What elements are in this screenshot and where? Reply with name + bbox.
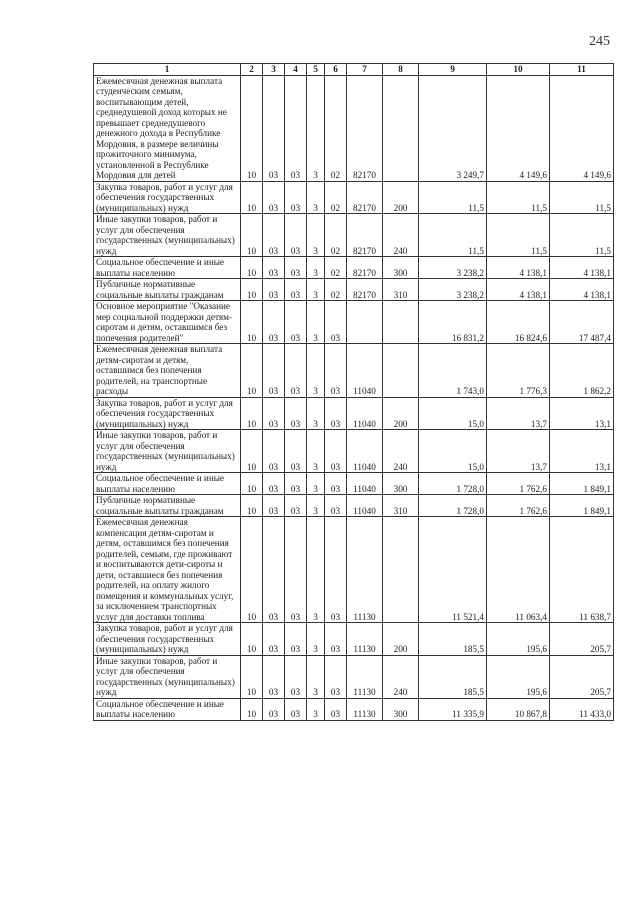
cell-col-7: 11040 <box>347 430 383 473</box>
cell-col-6: 02 <box>325 279 347 301</box>
cell-col-4: 03 <box>285 75 307 181</box>
cell-col-5: 3 <box>307 517 325 623</box>
table-row <box>94 495 614 517</box>
cell-col-11: 17 487,4 <box>550 301 614 344</box>
row-description: Социальное обеспечение и иные выплаты населению <box>94 698 241 720</box>
cell-col-9: 3 238,2 <box>419 257 487 279</box>
cell-col-8: 200 <box>383 181 419 214</box>
cell-col-9: 1 743,0 <box>419 344 487 398</box>
row-description: Иные закупки товаров, работ и услуг для обеспечения государственных (муниципальных) нужд <box>94 655 241 698</box>
cell-col-6: 03 <box>325 397 347 430</box>
cell-col-3: 03 <box>263 623 285 656</box>
cell-col-6: 03 <box>325 301 347 344</box>
col-header-7: 7 <box>347 64 383 76</box>
cell-col-9: 3 249,7 <box>419 75 487 181</box>
cell-col-6: 03 <box>325 698 347 720</box>
cell-col-6: 02 <box>325 214 347 257</box>
cell-col-5: 3 <box>307 655 325 698</box>
cell-col-11: 205,7 <box>550 655 614 698</box>
cell-col-8: 300 <box>383 698 419 720</box>
col-header-11: 11 <box>550 64 614 76</box>
col-header-9: 9 <box>419 64 487 76</box>
cell-col-5: 3 <box>307 495 325 517</box>
cell-col-9: 1 728,0 <box>419 473 487 495</box>
page-number: 245 <box>589 34 610 49</box>
cell-col-8 <box>383 517 419 623</box>
cell-col-3: 03 <box>263 430 285 473</box>
cell-col-4: 03 <box>285 301 307 344</box>
cell-col-11: 13,1 <box>550 430 614 473</box>
cell-col-9: 1 728,0 <box>419 495 487 517</box>
cell-col-11: 1 849,1 <box>550 495 614 517</box>
cell-col-3: 03 <box>263 214 285 257</box>
cell-col-7: 11130 <box>347 655 383 698</box>
cell-col-8: 310 <box>383 495 419 517</box>
cell-col-2: 10 <box>241 279 263 301</box>
table-row <box>94 655 614 698</box>
col-header-2: 2 <box>241 64 263 76</box>
cell-col-2: 10 <box>241 214 263 257</box>
cell-col-3: 03 <box>263 517 285 623</box>
col-header-4: 4 <box>285 64 307 76</box>
table-row <box>94 279 614 301</box>
cell-col-6: 03 <box>325 430 347 473</box>
header-row <box>94 64 614 76</box>
cell-col-3: 03 <box>263 473 285 495</box>
cell-col-11: 4 138,1 <box>550 279 614 301</box>
cell-col-6: 03 <box>325 344 347 398</box>
cell-col-9: 15,0 <box>419 397 487 430</box>
table-row <box>94 214 614 257</box>
cell-col-10: 4 149,6 <box>487 75 550 181</box>
cell-col-9: 11,5 <box>419 214 487 257</box>
cell-col-4: 03 <box>285 279 307 301</box>
cell-col-5: 3 <box>307 181 325 214</box>
col-header-3: 3 <box>263 64 285 76</box>
cell-col-8 <box>383 344 419 398</box>
cell-col-4: 03 <box>285 430 307 473</box>
cell-col-5: 3 <box>307 279 325 301</box>
row-description: Закупка товаров, работ и услуг для обеспечения государственных (муниципальных) нужд <box>94 623 241 656</box>
cell-col-4: 03 <box>285 344 307 398</box>
cell-col-2: 10 <box>241 430 263 473</box>
cell-col-9: 185,5 <box>419 623 487 656</box>
cell-col-9: 11 335,9 <box>419 698 487 720</box>
row-description: Ежемесячная денежная компенсация детям-сиротам и детям, оставшимся без попечения родителей, семьям, где проживают и воспитываются дети-сироты и дети, оставшиеся без попечения родителей, на оплату жилого помещения и коммунальных услуг, за исключением транспортных услуг для доставки топлива <box>94 517 241 623</box>
cell-col-11: 11 433,0 <box>550 698 614 720</box>
budget-table <box>93 63 614 721</box>
cell-col-6: 03 <box>325 495 347 517</box>
cell-col-7: 11130 <box>347 623 383 656</box>
cell-col-11: 1 849,1 <box>550 473 614 495</box>
col-header-10: 10 <box>487 64 550 76</box>
cell-col-2: 10 <box>241 397 263 430</box>
cell-col-8: 200 <box>383 397 419 430</box>
table-row <box>94 181 614 214</box>
cell-col-8: 300 <box>383 473 419 495</box>
row-description: Социальное обеспечение и иные выплаты населению <box>94 257 241 279</box>
cell-col-7: 82170 <box>347 214 383 257</box>
row-description: Закупка товаров, работ и услуг для обеспечения государственных (муниципальных) нужд <box>94 181 241 214</box>
cell-col-10: 195,6 <box>487 623 550 656</box>
cell-col-7: 82170 <box>347 181 383 214</box>
cell-col-4: 03 <box>285 698 307 720</box>
cell-col-10: 1 776,3 <box>487 344 550 398</box>
table-row <box>94 344 614 398</box>
cell-col-10: 4 138,1 <box>487 257 550 279</box>
cell-col-10: 11,5 <box>487 181 550 214</box>
cell-col-4: 03 <box>285 473 307 495</box>
cell-col-3: 03 <box>263 495 285 517</box>
cell-col-8: 310 <box>383 279 419 301</box>
cell-col-5: 3 <box>307 430 325 473</box>
cell-col-11: 11,5 <box>550 181 614 214</box>
table-row <box>94 257 614 279</box>
cell-col-2: 10 <box>241 473 263 495</box>
cell-col-7: 11040 <box>347 344 383 398</box>
table-row <box>94 397 614 430</box>
cell-col-10: 10 867,8 <box>487 698 550 720</box>
cell-col-4: 03 <box>285 181 307 214</box>
cell-col-8: 240 <box>383 214 419 257</box>
table-row <box>94 473 614 495</box>
cell-col-3: 03 <box>263 301 285 344</box>
cell-col-7: 82170 <box>347 257 383 279</box>
cell-col-6: 02 <box>325 181 347 214</box>
cell-col-8 <box>383 75 419 181</box>
cell-col-5: 3 <box>307 257 325 279</box>
row-description: Основное мероприятие "Оказание мер социальной поддержки детям-сиротам и детям, оставшимся без попечения родителей" <box>94 301 241 344</box>
cell-col-3: 03 <box>263 655 285 698</box>
row-description: Иные закупки товаров, работ и услуг для обеспечения государственных (муниципальных) нужд <box>94 214 241 257</box>
cell-col-9: 16 831,2 <box>419 301 487 344</box>
cell-col-8: 240 <box>383 430 419 473</box>
cell-col-5: 3 <box>307 75 325 181</box>
cell-col-6: 02 <box>325 257 347 279</box>
cell-col-11: 4 149,6 <box>550 75 614 181</box>
cell-col-7 <box>347 301 383 344</box>
cell-col-2: 10 <box>241 655 263 698</box>
cell-col-7: 11040 <box>347 397 383 430</box>
cell-col-2: 10 <box>241 495 263 517</box>
cell-col-6: 02 <box>325 75 347 181</box>
col-header-1: 1 <box>94 64 241 76</box>
row-description: Ежемесячная денежная выплата студенческим семьям, воспитывающим детей, среднедушевой доход которых не превышает среднедушевого денежного дохода в Республике Мордовия, в размере величины прожиточного минимума, установленной в Республике Мордовия для детей <box>94 75 241 181</box>
table-row <box>94 301 614 344</box>
cell-col-11: 11 638,7 <box>550 517 614 623</box>
cell-col-11: 11,5 <box>550 214 614 257</box>
table-row <box>94 75 614 181</box>
cell-col-6: 03 <box>325 473 347 495</box>
cell-col-7: 11130 <box>347 517 383 623</box>
cell-col-5: 3 <box>307 623 325 656</box>
cell-col-2: 10 <box>241 517 263 623</box>
cell-col-4: 03 <box>285 214 307 257</box>
cell-col-6: 03 <box>325 517 347 623</box>
table-row <box>94 623 614 656</box>
cell-col-9: 3 238,2 <box>419 279 487 301</box>
cell-col-3: 03 <box>263 698 285 720</box>
cell-col-2: 10 <box>241 75 263 181</box>
cell-col-8: 200 <box>383 623 419 656</box>
cell-col-11: 205,7 <box>550 623 614 656</box>
cell-col-2: 10 <box>241 698 263 720</box>
cell-col-11: 1 862,2 <box>550 344 614 398</box>
cell-col-9: 185,5 <box>419 655 487 698</box>
cell-col-10: 16 824,6 <box>487 301 550 344</box>
cell-col-7: 82170 <box>347 75 383 181</box>
col-header-5: 5 <box>307 64 325 76</box>
cell-col-4: 03 <box>285 623 307 656</box>
cell-col-3: 03 <box>263 397 285 430</box>
cell-col-11: 13,1 <box>550 397 614 430</box>
col-header-6: 6 <box>325 64 347 76</box>
cell-col-5: 3 <box>307 301 325 344</box>
cell-col-2: 10 <box>241 301 263 344</box>
cell-col-10: 11,5 <box>487 214 550 257</box>
cell-col-7: 11130 <box>347 698 383 720</box>
cell-col-9: 11 521,4 <box>419 517 487 623</box>
cell-col-9: 11,5 <box>419 181 487 214</box>
cell-col-8 <box>383 301 419 344</box>
cell-col-8: 300 <box>383 257 419 279</box>
cell-col-2: 10 <box>241 257 263 279</box>
row-description: Социальное обеспечение и иные выплаты населению <box>94 473 241 495</box>
cell-col-7: 82170 <box>347 279 383 301</box>
cell-col-6: 03 <box>325 655 347 698</box>
cell-col-10: 13,7 <box>487 397 550 430</box>
cell-col-4: 03 <box>285 655 307 698</box>
cell-col-5: 3 <box>307 397 325 430</box>
cell-col-3: 03 <box>263 257 285 279</box>
cell-col-4: 03 <box>285 517 307 623</box>
cell-col-7: 11040 <box>347 495 383 517</box>
cell-col-3: 03 <box>263 75 285 181</box>
cell-col-9: 15,0 <box>419 430 487 473</box>
cell-col-6: 03 <box>325 623 347 656</box>
cell-col-4: 03 <box>285 495 307 517</box>
cell-col-4: 03 <box>285 397 307 430</box>
row-description: Публичные нормативные социальные выплаты гражданам <box>94 495 241 517</box>
cell-col-10: 1 762,6 <box>487 473 550 495</box>
cell-col-5: 3 <box>307 473 325 495</box>
table-body <box>94 75 614 720</box>
cell-col-2: 10 <box>241 623 263 656</box>
row-description: Закупка товаров, работ и услуг для обеспечения государственных (муниципальных) нужд <box>94 397 241 430</box>
cell-col-2: 10 <box>241 181 263 214</box>
table-row <box>94 698 614 720</box>
cell-col-10: 4 138,1 <box>487 279 550 301</box>
cell-col-11: 4 138,1 <box>550 257 614 279</box>
cell-col-10: 13,7 <box>487 430 550 473</box>
table-row <box>94 430 614 473</box>
row-description: Публичные нормативные социальные выплаты гражданам <box>94 279 241 301</box>
cell-col-7: 11040 <box>347 473 383 495</box>
cell-col-5: 3 <box>307 698 325 720</box>
cell-col-3: 03 <box>263 344 285 398</box>
cell-col-3: 03 <box>263 279 285 301</box>
cell-col-8: 240 <box>383 655 419 698</box>
table-row <box>94 517 614 623</box>
col-header-8: 8 <box>383 64 419 76</box>
cell-col-5: 3 <box>307 344 325 398</box>
cell-col-3: 03 <box>263 181 285 214</box>
cell-col-5: 3 <box>307 214 325 257</box>
cell-col-10: 1 762,6 <box>487 495 550 517</box>
cell-col-10: 195,6 <box>487 655 550 698</box>
row-description: Иные закупки товаров, работ и услуг для обеспечения государственных (муниципальных) нужд <box>94 430 241 473</box>
cell-col-10: 11 063,4 <box>487 517 550 623</box>
cell-col-4: 03 <box>285 257 307 279</box>
row-description: Ежемесячная денежная выплата детям-сиротам и детям, оставшимся без попечения родителей, на транспортные расходы <box>94 344 241 398</box>
cell-col-2: 10 <box>241 344 263 398</box>
